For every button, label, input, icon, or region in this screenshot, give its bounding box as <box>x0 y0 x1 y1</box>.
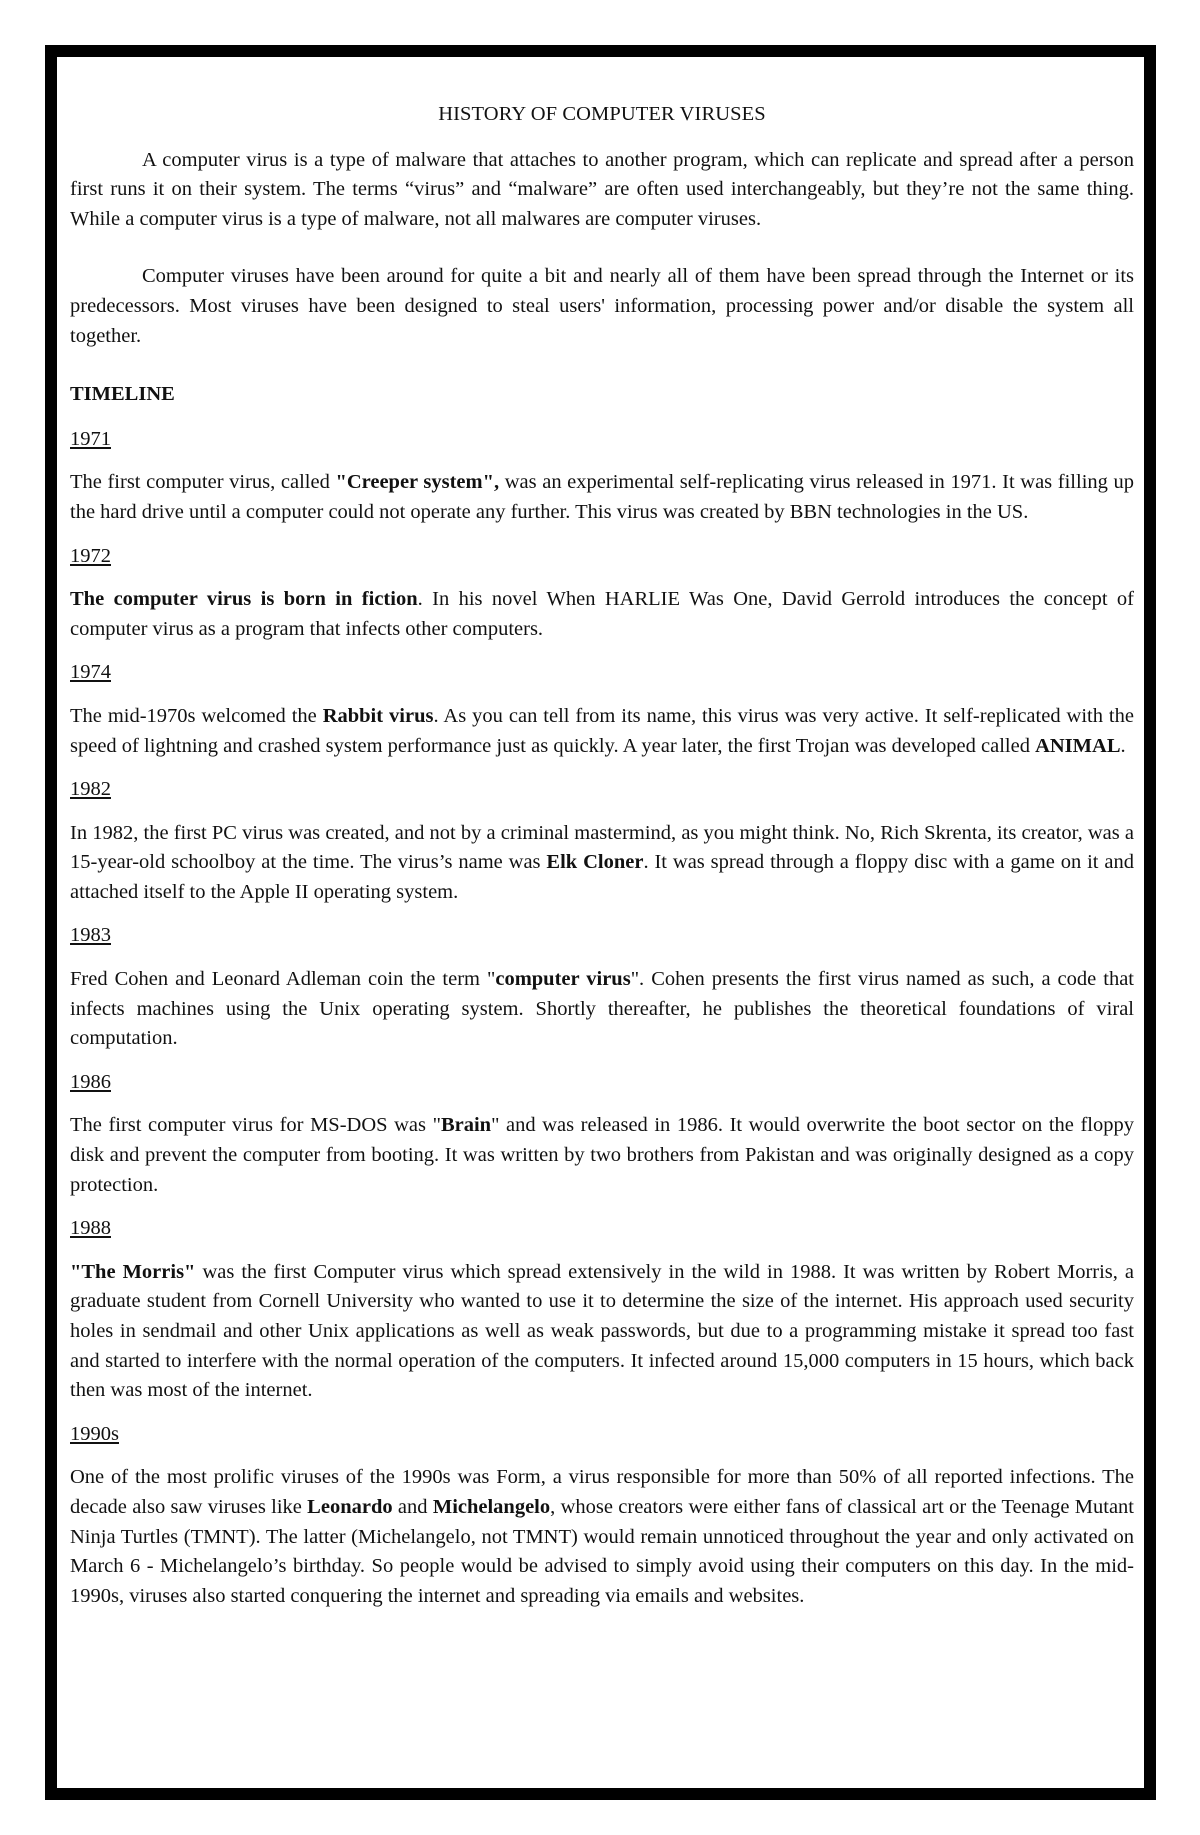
entry-text: . It was spread through a floppy disc with a game on it and attached itself to the Apple II operating system. <box>70 851 1135 903</box>
entry-text: and <box>392 1495 433 1518</box>
emphasized-text: ANIMAL <box>1035 734 1121 757</box>
entry-text: . As you can tell from its name, this virus was very active. It self-replicated with the speed of lightning and crashed system performance just as quickly. A year later, the first Trojan was developed called <box>70 704 1134 757</box>
entry-text: , whose creators were either fans of classical art or the Teenage Mutant Ninja Turtles (TMNT). The latter (Michelangelo, not TMNT) would remain unnoticed throughout the year and only activated on March 6 - Michelangelo’s birthday. So people would be advised to simply avoid using their computers on this day. In the mid-1990s, viruses also started conquering the internet and spreading via emails and websites. <box>70 1495 1134 1607</box>
entry-text: One of the most prolific viruses of the 1990s was Form, a virus responsible for more than 50% of all reported infections. The decade also saw viruses like <box>70 1466 1134 1518</box>
intro-paragraph-1: A computer virus is a type of malware that attaches to another program, which can replicate and spread after a person first runs it on their system. The terms “virus” and “malware” are often used interchangeably, but they’re not the same thing. While a computer virus is a type of malware, not all malwares are computer viruses. <box>70 148 1134 230</box>
entry-text: . <box>1120 734 1126 757</box>
timeline-entry-1982 <box>70 819 1134 908</box>
timeline-year-1988: 1988 <box>70 1217 111 1240</box>
timeline-year-1990s: 1990s <box>70 1422 119 1445</box>
entry-text: " and was released in 1986. It would overwrite the boot sector on the floppy disk and prevent the computer from booting. It was written by two brothers from Pakistan and was originally designed as a copy protection. <box>70 1114 1134 1196</box>
entry-text: was the first Computer virus which spread extensively in the wild in 1988. It was written by Robert Morris, a graduate student from Cornell University who wanted to use it to determine the size of the internet. His approach used security holes in sendmail and other Unix applications as well as weak passwords, but due to a programming mistake it spread too fast and started to interfere with the normal operation of the computers. It infected around 15,000 computers in 15 hours, which back then was most of the internet. <box>70 1260 1135 1402</box>
timeline-year-1972: 1972 <box>70 544 111 567</box>
timeline-entry-1983 <box>70 965 1134 1054</box>
entry-text: The first computer virus for MS-DOS was " <box>70 1114 441 1137</box>
emphasized-text: "Creeper system", <box>335 471 500 494</box>
timeline-year-1983: 1983 <box>70 924 111 947</box>
timeline-entry-1990s <box>70 1463 1134 1611</box>
emphasized-text: "The Morris" <box>70 1260 196 1283</box>
timeline-list <box>70 425 1134 1612</box>
emphasized-text: Brain <box>440 1114 492 1137</box>
entry-text: Fred Cohen and Leonard Adleman coin the term " <box>70 968 496 991</box>
timeline-year-1982: 1982 <box>70 778 111 801</box>
timeline-entry-1971 <box>70 468 1134 527</box>
timeline-entry-1988 <box>70 1258 1134 1406</box>
timeline-entry-1972 <box>70 585 1134 644</box>
emphasized-text: The computer virus is born in fiction <box>70 588 418 611</box>
document-title: HISTORY OF COMPUTER VIRUSES <box>438 103 766 125</box>
timeline-year-1974: 1974 <box>70 661 111 684</box>
timeline-year-1971: 1971 <box>70 427 111 450</box>
emphasized-text: Michelangelo <box>432 1495 551 1518</box>
entry-text: The first computer virus, called <box>70 471 336 494</box>
entry-text: In 1982, the first PC virus was created, and not by a criminal mastermind, as you might think. No, Rich Skrenta, its creator, was a 15-year-old schoolboy at the time. The virus’s name was <box>70 821 1134 874</box>
timeline-entry-1974 <box>70 702 1134 761</box>
emphasized-text: Elk Cloner <box>546 851 644 874</box>
emphasized-text: Leonardo <box>307 1495 393 1518</box>
intro-paragraph-2: Computer viruses have been around for quite a bit and nearly all of them have been spread through the Internet or its predecessors. Most viruses have been designed to steal users' information, processing power and/or disable the system all together. <box>70 265 1134 347</box>
entry-text: ". Cohen presents the first virus named as such, a code that infects machines using the Unix operating system. Shortly thereafter, he publishes the theoretical foundations of viral computation. <box>70 968 1135 1050</box>
document-body <box>70 100 1134 1625</box>
emphasized-text: Rabbit virus <box>322 704 434 727</box>
entry-text: The mid-1970s welcomed the <box>70 704 323 727</box>
timeline-entry-1986 <box>70 1111 1134 1200</box>
timeline-heading: TIMELINE <box>70 383 175 406</box>
entry-text: . In his novel When HARLIE Was One, David Gerrold introduces the concept of computer virus as a program that infects other computers. <box>70 588 1134 640</box>
emphasized-text: computer virus <box>495 968 631 991</box>
timeline-year-1986: 1986 <box>70 1070 111 1093</box>
entry-text: was an experimental self-replicating virus released in 1971. It was filling up the hard drive until a computer could not operate any further. This virus was created by BBN technologies in the US. <box>70 471 1134 523</box>
